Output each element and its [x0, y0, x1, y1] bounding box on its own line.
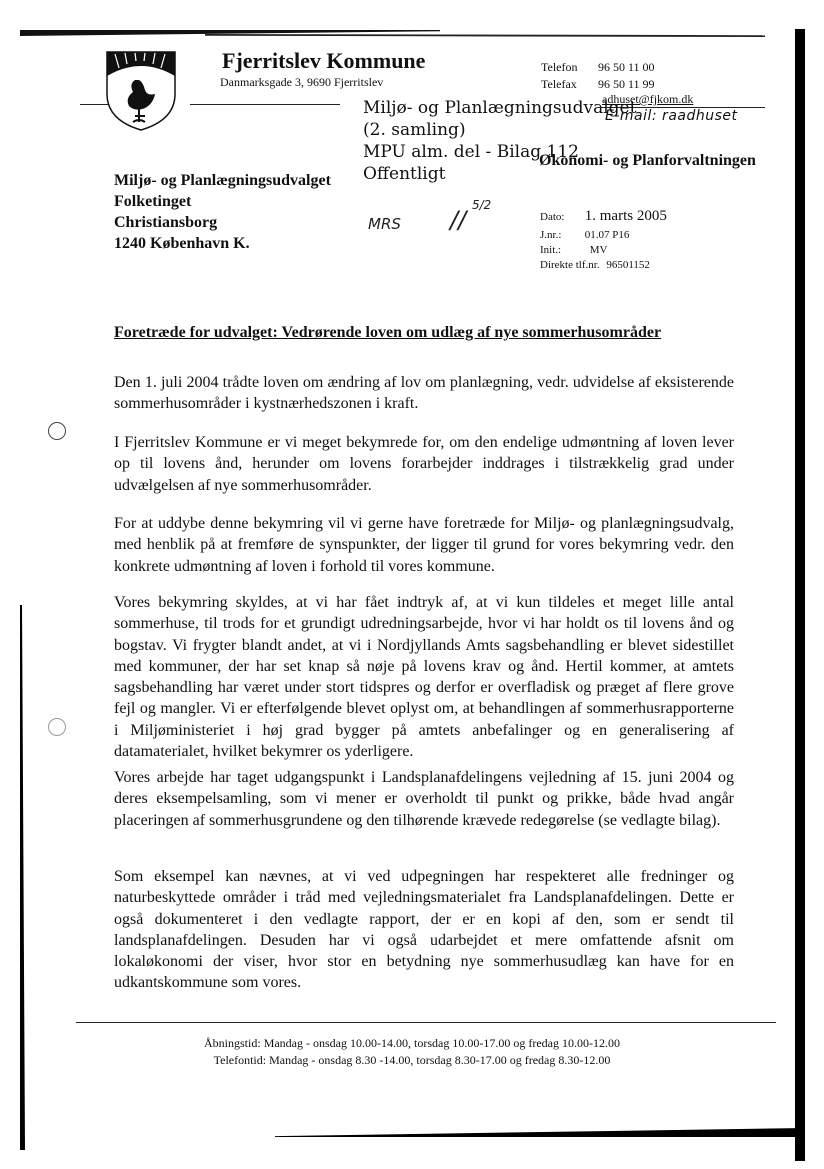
recipient-line-3: Christiansborg — [114, 214, 218, 231]
phone-row — [541, 60, 655, 75]
paragraph-text: I Fjerritslev Kommune er vi meget bekymrede for, om den endelige udmøntning af loven lever op til lovens ånd, herunder om lovens forarbejder inddrages i tilstrækkelig grad under udvælgelsen af nye sommerhusområder. — [114, 434, 734, 494]
scan-edge-left — [20, 605, 25, 1150]
fax-label: Telefax — [541, 77, 577, 91]
punch-hole-upper — [48, 422, 66, 440]
handwritten-mark-1: MRS — [368, 215, 401, 233]
paragraph-2 — [114, 432, 734, 496]
recipient-line-2: Folketinget — [114, 193, 192, 210]
paragraph-1 — [114, 372, 734, 415]
scan-edge-right — [795, 29, 805, 1161]
email-typed[interactable]: adhuset@fjkom.dk — [602, 92, 694, 106]
header-rule-right — [190, 104, 340, 105]
direct-phone-label: Direkte tlf.nr. — [540, 259, 600, 271]
paragraph-3 — [114, 513, 734, 577]
letter-subject: Foretræde for udvalget: Vedrørende loven om udlæg af nye sommerhusområder — [114, 324, 662, 341]
phone-value: 96 50 11 00 — [598, 60, 655, 74]
paragraph-text: Den 1. juli 2004 trådte loven om ændring af lov om planlægning, vedr. udvidelse af eksisterende sommerhusområder i kystnærhedszonen i kraft. — [114, 374, 734, 413]
handwritten-mark-3: 5/2 — [472, 198, 492, 212]
fax-row — [541, 77, 655, 92]
phone-hours: Telefontid: Mandag - onsdag 8.30 -14.00, torsdag 8.30-17.00 og fredag 8.30-12.00 — [213, 1053, 611, 1067]
paragraph-text: For at uddybe denne bekymring vil vi gerne have foretræde for Miljø- og planlægningsudvalg, med henblik på at fremføre de synspunkter, der ligger til grund for vores bekymring vedr. den konkrete udmøntning af loven i forhold til vores kommune. — [114, 515, 734, 575]
jnr-value: 01.07 P16 — [584, 229, 630, 241]
fax-value: 96 50 11 99 — [598, 77, 655, 91]
stamp-public: Offentligt — [363, 164, 446, 184]
handwritten-mark-2: // — [450, 206, 467, 234]
department-name: Økonomi- og Planforvaltningen — [539, 152, 756, 169]
jnr-row — [540, 229, 629, 241]
paragraph-text: Som eksempel kan nævnes, at vi ved udpegningen har respekteret alle fredninger og naturbeskyttede områder i tråd med vejledningsmaterialet fra Landsplanafdelingen. Dette er også dokumenteret i den vedlagte rapport, der er en kopi af den, som er sendt til landsplanafdelingen. Desuden har vi også udarbejdet et mere omfattende afsnit om lokaløkonomi der viser, hvor stor en betydning nye sommerhusudlæg kan have for en udkantskommune som vores. — [114, 868, 734, 992]
direct-phone-row — [540, 259, 650, 271]
opening-hours: Åbningstid: Mandag - onsdag 10.00-14.00, torsdag 10.00-17.00 og fredag 10.00-12.00 — [204, 1036, 620, 1050]
date-label: Dato: — [540, 211, 565, 223]
email-handwritten: E-mail: raadhuset — [605, 108, 738, 124]
jnr-label: J.nr.: — [540, 229, 562, 241]
date-row — [540, 208, 667, 225]
punch-hole-lower — [48, 718, 66, 736]
paragraph-4 — [114, 592, 734, 762]
stamp-committee: Miljø- og Planlægningsudvalget — [363, 98, 637, 118]
paragraph-text: Vores arbejde har taget udgangspunkt i Landsplanafdelingens vejledning af 15. juni 2004 og deres eksempelsamling, som vi mener er overholdt til punkt og prikke, både hvad angår placeringen af sommerhusgrundene og den tilhørende krævede redegørelse (se vedlagte bilag). — [114, 769, 734, 829]
scan-edge-bottom — [275, 1128, 805, 1137]
header-rule-left — [80, 104, 108, 105]
paragraph-5 — [114, 767, 734, 831]
recipient-address — [114, 170, 331, 254]
date-value: 1. marts 2005 — [584, 208, 667, 224]
paragraph-6 — [114, 866, 734, 994]
init-row — [540, 244, 607, 256]
rooster-crest-icon — [105, 50, 177, 132]
footer-rule — [76, 1022, 776, 1023]
phone-label: Telefon — [541, 60, 578, 74]
paragraph-text: Vores bekymring skyldes, at vi har fået indtryk af, at vi kun tildeles et meget lille antal sommerhuse, til trods for et grundigt udredningsarbejde, hvor vi har holdt os til lovens ånd og bogstav. Vi frygter blandt andet, at vi i Nordjyllands Amts sagsbehandling er blevet sidestillet med kommuner, der har set knap så nøje på lovens krav og ånd. Hertil kommer, at amtets sagsbehandling har været under stort tidspres og derfor er overfladisk og præget af flere grove fejl og mangler. Vi er efterfølgende blevet oplyst om, at behandlingen af sommerhusrapporterne i Miljøministeriet i høj grad bygger på amtets anbefalinger og en generalisering af datamaterialet, hvilket bekymrer os yderligere. — [114, 594, 734, 761]
stamp-bilag: MPU alm. del - Bilag 112 — [363, 142, 579, 162]
direct-phone-value: 96501152 — [606, 259, 650, 271]
org-name: Fjerritslev Kommune — [222, 48, 426, 73]
init-label: Init.: — [540, 244, 562, 256]
scan-edge-top-line — [205, 34, 765, 37]
init-value: MV — [589, 244, 608, 256]
recipient-line-4: 1240 København K. — [114, 235, 250, 252]
org-address: Danmarksgade 3, 9690 Fjerritslev — [220, 75, 384, 89]
stamp-session: (2. samling) — [363, 120, 466, 140]
recipient-line-1: Miljø- og Planlægningsudvalget — [114, 172, 331, 189]
